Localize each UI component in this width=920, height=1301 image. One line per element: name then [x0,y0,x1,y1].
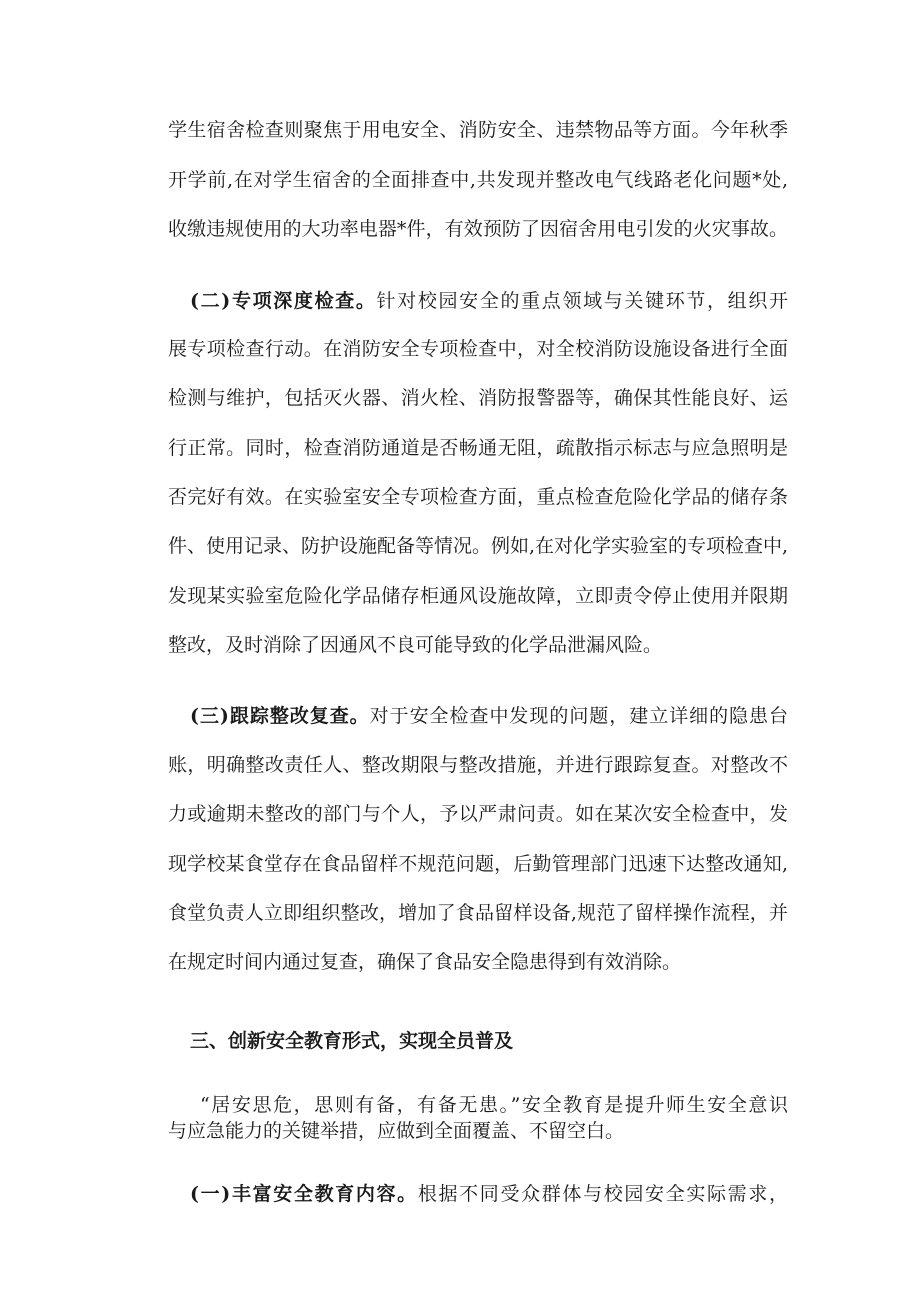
para3-line3: 力或逾期未整改的部门与个人，予以严肃问责。如在某次安全检查中，发 [168,803,788,825]
para2-line1 [190,287,788,315]
para2-line8: 整改，及时消除了因通风不良可能导致的化学品泄漏风险。 [168,634,663,656]
para3-line2: 账，明确整改责任人、整改期限与整改措施，并进行跟踪复查。对整改不 [168,754,788,776]
para2-line7: 发现某实验室危险化学品储存柜通风设施故障，立即责令停止使用并限期 [168,585,788,607]
para2-heading: (二)专项深度检查。 [190,290,377,312]
para1-line1: 学生宿舍检查则聚焦于用电安全、消防安全、违禁物品等方面。今年秋季 [168,119,788,141]
section3-title: 三、创新安全教育形式，实现全员普及 [190,1030,514,1052]
para3-line4: 现学校某食堂存在食品留样不规范问题，后勤管理部门迅速下达整改通知, [168,853,788,875]
para1-line3: 收缴违规使用的大功率电器*件，有效预防了因宿舍用电引发的火灾事故。 [168,218,788,240]
para2-line4: 行正常。同时，检查消防通道是否畅通无阻，疏散指示标志与应急照明是 [168,437,788,459]
para3-line6: 在规定时间内通过复查，确保了食品安全隐患得到有效消除。 [168,951,682,973]
para5-line1-rest: 根据不同受众群体与校园安全实际需求， [417,1183,788,1205]
para2-line5: 否完好有效。在实验室安全专项检查方面，重点检查危险化学品的储存条 [168,486,788,508]
para4-line1: “居安思危，思则有备，有备无患。”安全教育是提升师生安全意识 [200,1094,788,1116]
para1-line2: 开学前,在对学生宿舍的全面排查中,共发现并整改电气线路老化问题*处, [168,169,788,191]
para2-line2: 展专项检查行动。在消防安全专项检查中，对全校消防设施设备进行全面 [168,338,788,360]
para3-line1 [190,702,788,730]
para2-line1-rest: 针对校园安全的重点领域与关键环节，组织开 [376,290,788,312]
para2-line3: 检测与维护，包括灭火器、消火栓、消防报警器等，确保其性能良好、运 [168,387,788,409]
para4-line2: 与应急能力的关键举措，应做到全面覆盖、不留空白。 [168,1120,625,1142]
para2-line6: 件、使用记录、防护设施配备等情况。例如,在对化学实验室的专项检查中, [168,535,789,557]
para5-heading: (一)丰富安全教育内容。 [190,1183,418,1205]
para3-line1-rest: 对于安全检查中发现的问题，建立详细的隐患台 [369,705,788,727]
para3-line5: 食堂负责人立即组织整改，增加了食品留样设备,规范了留样操作流程，并 [168,902,788,924]
para3-heading: (三)跟踪整改复查。 [190,705,370,727]
para5-line1 [190,1180,788,1208]
